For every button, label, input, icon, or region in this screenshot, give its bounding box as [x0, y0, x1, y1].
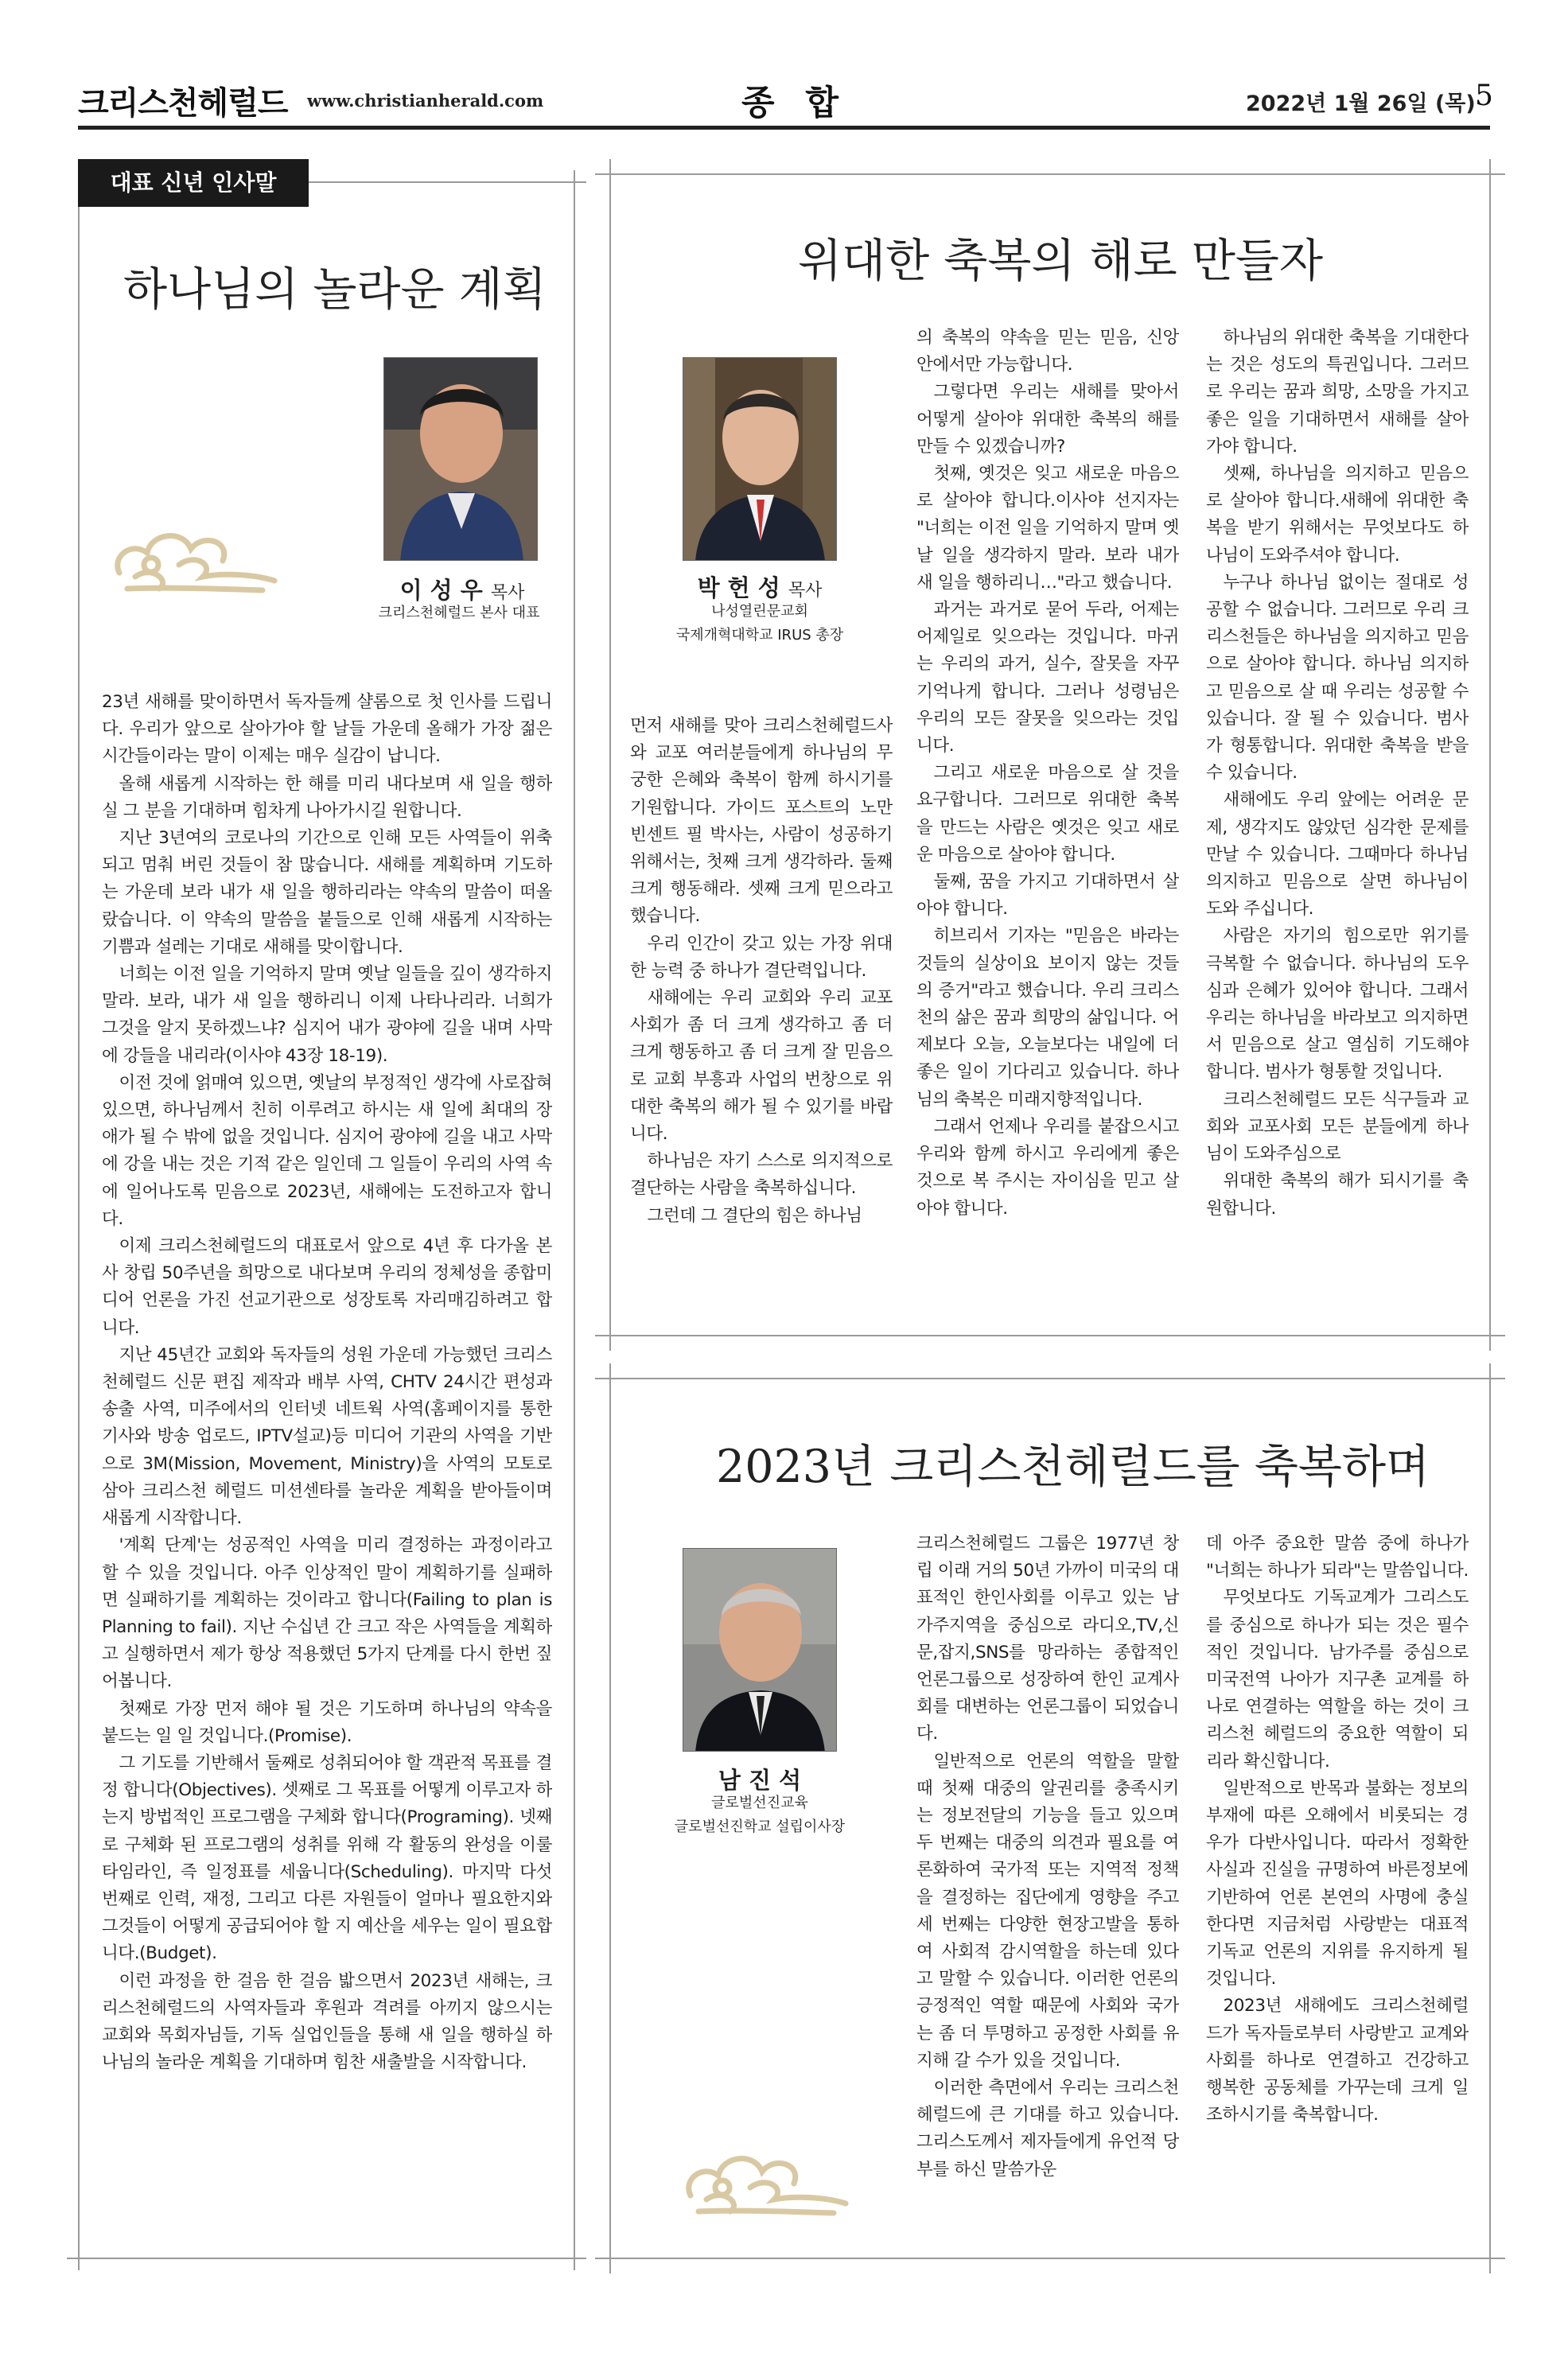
paragraph: 하나님의 위대한 축복을 기대한다는 것은 성도의 특권입니다. 그러므로 우리는 꿈과 희망, 소망을 가지고 좋은 일을 기대하면서 새해를 살아가야 합니다.	[1206, 328, 1469, 457]
paragraph: 의 축복의 약속을 믿는 믿음, 신앙 안에서만 가능합니다.	[916, 328, 1179, 375]
frame-corner	[609, 1363, 611, 1379]
frame-corner	[609, 159, 611, 175]
paragraph: 데 아주 중요한 말씀 중에 하나가 "너희는 하나가 되라"는 말씀입니다.	[1206, 1534, 1469, 1581]
paragraph: 무엇보다도 기독교계가 그리스도를 중심으로 하나가 되는 것은 필수적인 것입니다. 남가주를 중심으로 미국전역 나아가 지구촌 교계를 하나로 연결하는 역할을 하는 것이 크리스천 헤럴드의 중요한 역할이 되리라 확신합니다.	[1206, 1588, 1469, 1772]
author-role: 국제개혁대학교 IRUS 총장	[675, 627, 844, 644]
frame-corner	[595, 2258, 611, 2259]
paragraph: 위대한 축복의 해가 되시기를 축원합니다.	[1206, 1171, 1469, 1219]
frame-corner	[574, 2258, 575, 2270]
paragraph: 너희는 이전 일을 기억하지 말며 옛날 일들을 깊이 생각하지 말라. 보라, 내가 새 일을 행하리니 이제 나타나리라. 너희가 그것을 알지 못하겠느냐? 심지어 내가 광야에 길을 내며 사막에 강들을 내리라(이사야 43장 18-19).	[102, 964, 552, 1066]
section-title: 종 합	[741, 84, 849, 123]
frame-corner	[595, 173, 611, 175]
paragraph: 그렇다면 우리는 새해를 맞아서 어떻게 살아야 위대한 축복의 해를 만들 수 있겠습니까?	[916, 382, 1179, 457]
frame-corner	[1489, 1378, 1505, 1379]
article-column-3	[1206, 325, 1469, 1330]
author-title: 목사	[490, 583, 525, 603]
paragraph: 과거는 과거로 묻어 두라, 어제는 어제일로 잊으라는 것입니다. 마귀는 우리의 과거, 실수, 잘못을 자꾸 기억나게 합니다. 그러나 성령님은 우리의 모든 잘못을 잊으라는 것입니다.	[916, 600, 1179, 756]
frame-corner	[609, 2258, 611, 2273]
article-title: 2023년 크리스천헤럴드를 축복하며	[716, 1441, 1430, 1493]
author-name: 이 성 우	[399, 577, 483, 604]
frame-corner	[1489, 2258, 1505, 2259]
frame-corner	[595, 1378, 611, 1379]
paragraph: 23년 새해를 맞이하면서 독자들께 샬롬으로 첫 인사를 드립니다. 우리가 앞으로 살아가야 할 날들 가운데 올해가 가장 젊은 시간들이라는 말이 이제는 매우 실감이 납니다.	[102, 692, 552, 767]
cloud-ornament-icon	[103, 517, 282, 597]
frame-corner	[1489, 1363, 1491, 1379]
portrait-illustration	[683, 358, 837, 561]
author-photo	[683, 1548, 837, 1752]
page-number: 5	[1475, 80, 1493, 112]
website-url[interactable]: www.christianherald.com	[307, 91, 544, 111]
article-title: 위대한 축복의 해로 만들자	[798, 235, 1324, 287]
frame-corner	[609, 1335, 611, 1351]
author-role: 글로벌선진학교 설립이사장	[674, 1818, 846, 1835]
paragraph: 지난 45년간 교회와 독자들의 성원 가운데 가능했던 크리스천헤럴드 신문 편집 제작과 배부 사역, CHTV 24시간 편성과 송출 사역, 미주에서의 인터넷 네트웍 사역(홈페이지를 통한 기사와 방송 업로드, IPTV설교)등 미디어 기관의 사역을 기반으로 3M(Mission, Movement, Ministry)을 사역의 모토로 삼아 크리스천 헤럴드 미션센타를 놀라운 계획을 받아들이며 새롭게 시작합니다.	[102, 1344, 552, 1529]
paragraph: 누구나 하나님 없이는 절대로 성공할 수 없습니다. 그러므로 우리 크리스천들은 하나님을 의지하고 믿음으로 살아야 합니다. 하나님 의지하고 믿음으로 살 때 우리는 성공할 수 있습니다. 잘 될 수 있습니다. 범사가 형통합니다. 위대한 축복을 받을 수 있습니다.	[1206, 572, 1469, 784]
author-name-line	[387, 573, 538, 605]
paragraph: 그래서 언제나 우리를 붙잡으시고 우리와 함께 하시고 우리에게 좋은 것으로 복 주시는 자이심을 믿고 살아야 합니다.	[916, 1116, 1179, 1219]
author-name-line	[675, 570, 845, 603]
paragraph: 둘째, 꿈을 가지고 기대하면서 살아야 합니다.	[916, 872, 1179, 920]
article-column-2	[916, 325, 1179, 1330]
paragraph: 크리스천헤럴드 모든 식구들과 교회와 교포사회 모든 분들에게 하나님이 도와주심으로	[1206, 1089, 1469, 1165]
frame-corner	[78, 2258, 80, 2270]
paragraph: 그 기도를 기반해서 둘째로 성취되어야 할 객관적 목표를 결정 합니다(Objectives). 셋째로 그 목표를 어떻게 이루고자 하는지 방법적인 프로그램을 구체화 합니다(Programing). 넷째로 구체화 된 프로그램의 성취를 위해 각 활동의 완성을 이룰 타임라인, 즉 일정표를 세웁니다(Scheduling). 마지막 다섯 번째로 인력, 재정, 그리고 다른 자원들이 얼마나 필요한지와 그것들이 어떻게 공급되어야 할 지 예산을 세우는 일이 필요합니다.(Budget).	[102, 1752, 552, 1964]
author-name: 박 헌 성	[697, 574, 780, 601]
article-column-2	[916, 1530, 1179, 2250]
frame-corner	[574, 181, 586, 183]
paragraph: 사람은 자기의 힘으로만 위기를 극복할 수 없습니다. 하나님의 도우심과 은혜가 있어야 합니다. 그래서 우리는 하나님을 바라보고 의지하면서 믿음으로 살고 열심히 기도해야 합니다. 범사가 형통할 것입니다.	[1206, 926, 1469, 1083]
author-role: 크리스천헤럴드 본사 대표	[378, 605, 540, 621]
paragraph: 우리 인간이 갖고 있는 가장 위대한 능력 중 하나가 결단력입니다.	[630, 933, 893, 981]
paragraph: 지난 3년여의 코로나의 기간으로 인해 모든 사역들이 위축되고 멈춰 버린 것들이 참 많습니다. 새해를 계획하며 기도하는 가운데 보라 내가 새 일을 행하리라는 약속의 말씀이 떠올랐습니다. 이 약속의 말씀을 붙들으로 인해 새롭게 시작하는 기쁨과 설레는 기대로 새해를 맞이합니다.	[102, 828, 552, 957]
issue-date: 2022년 1월 26일 (목)	[1246, 91, 1476, 116]
frame-corner	[1489, 173, 1505, 175]
portrait-illustration	[384, 358, 538, 561]
paragraph: 일반적으로 언론의 역할을 말할 때 첫째 대중의 알권리를 충족시키는 정보전달의 기능을 들고 있으며 두 번째는 대중의 의견과 필요를 여론화하여 국가적 또는 지역적 정책을 결정하는 집단에게 영향을 주고 세 번째는 다양한 현장고발을 통하여 사회적 감시역할을 하는데 있다고 말할 수 있습니다. 이러한 언론의 긍정적인 역할 때문에 사회와 국가는 좀 더 투명하고 공정한 사회를 유지해 갈 수가 있을 것입니다.	[916, 1751, 1179, 2071]
article-body	[102, 689, 552, 2248]
cloud-ornament-icon	[675, 2140, 854, 2219]
paragraph: 이제 크리스천헤럴드의 대표로서 앞으로 4년 후 다가올 본사 창립 50주년을 희망으로 내다보며 우리의 정체성을 종합미디어 언론을 가진 선교기관으로 성장토록 자리매김하려고 합니다.	[102, 1236, 552, 1338]
author-church: 나성열린문교회	[711, 603, 808, 620]
paragraph: 셋째, 하나님을 의지하고 믿음으로 살아야 합니다.새해에 위대한 축복을 받기 위해서는 무엇보다도 하나님이 도와주셔야 합니다.	[1206, 464, 1469, 566]
paragraph: 그런데 그 결단의 힘은 하나님	[647, 1205, 862, 1226]
paragraph: 2023년 새해에도 크리스천헤럴드가 독자들로부터 사랑받고 교계와 사회를 하나로 연결하고 건강하고 행복한 공동체를 가꾸는데 크게 일조하시기를 축복합니다.	[1206, 1996, 1469, 2126]
paragraph: 이전 것에 얽매여 있으면, 옛날의 부정적인 생각에 사로잡혀 있으면, 하나님께서 친히 이루려고 하시는 새 일에 최대의 장애가 될 수 밖에 없을 것입니다. 심지어 광야에 길을 내고 사막에 강을 내는 것은 기적 같은 일인데 그 일들이 우리의 사역 속에 일어나도록 믿음으로 2023년, 새해에는 도전하고자 합니다.	[102, 1072, 552, 1229]
frame-corner	[1489, 1335, 1491, 1351]
frame-corner	[1489, 2258, 1491, 2273]
author-photo	[383, 357, 538, 561]
author-title: 목사	[788, 581, 823, 601]
paragraph: 이러한 측면에서 우리는 크리스천헤럴드에 큰 기대를 하고 있습니다. 그리스도께서 제자들에게 유언적 당부를 하신 말씀가운	[916, 2078, 1179, 2180]
paragraph: 히브리서 기자는 "믿음은 바라는 것들의 실상이요 보이지 않는 것들의 증거"라고 했습니다. 우리 크리스천의 삶은 꿈과 희망의 삶입니다. 어제보다 오늘, 오늘보다는 내일에 더 좋은 일이 기다리고 있습니다. 하나님의 축복은 미래지향적입니다.	[916, 926, 1179, 1110]
author-org: 글로벌선진교육	[711, 1795, 808, 1811]
article-column-3	[1206, 1530, 1469, 2250]
paragraph: 새해에도 우리 앞에는 어려운 문제, 생각지도 않았던 심각한 문제를 만날 수 있습니다. 그때마다 하나님 의지하고 믿음으로 살면 하나님이 도와 주십니다.	[1206, 790, 1469, 920]
frame-corner	[595, 1335, 611, 1336]
frame-corner	[574, 2258, 586, 2259]
column-badge: 대표 신년 인사말	[78, 159, 309, 207]
paragraph: 이런 과정을 한 걸음 한 걸음 밟으면서 2023년 새해는, 크리스천헤럴드의 사역자들과 후원과 격려를 아끼지 않으시는 교회와 목회자님들, 기독 실업인들을 통해 새 일을 행하실 하나님의 놀라운 계획을 기대하며 힘찬 새출발을 시작합니다.	[102, 1970, 552, 2073]
paragraph: 그리고 새로운 마음으로 살 것을 요구합니다. 그러므로 위대한 축복을 만드는 사람은 옛것은 잊고 새로운 마음으로 살아야 합니다.	[916, 763, 1179, 865]
author-name: 남 진 석	[718, 1767, 802, 1794]
paragraph: 일반적으로 반목과 불화는 정보의 부재에 따른 오해에서 비롯되는 경우가 다반사입니다. 따라서 정확한 사실과 진실을 규명하여 바른정보에 기반하여 언론 본연의 사명에 충실한다면 지금처럼 사랑받는 대표적 기독교 언론의 지위를 유지하게 될 것입니다.	[1206, 1778, 1469, 1989]
paragraph: 올해 새롭게 시작하는 한 해를 미리 내다보며 새 일을 행하실 그 분을 기대하며 힘차게 나아가시길 원합니다.	[102, 773, 552, 821]
portrait-illustration	[683, 1549, 837, 1752]
paragraph: '계획 단계'는 성공적인 사역을 미리 결정하는 과정이라고 할 수 있을 것입니다. 아주 인상적인 말이 계획하기를 실패하면 실패하기를 계획하는 것이라고 합니다(Failing to plan is Planning to fail). 지난 수십년 간 크고 작은 사역들을 계획하고 실행하면서 제가 항상 적용했던 5가지 단계를 다시 한번 짚어봅니다.	[102, 1535, 552, 1692]
author-photo	[683, 357, 837, 561]
header-rule	[78, 126, 1490, 130]
paragraph: 크리스천헤럴드 그룹은 1977년 창립 이래 거의 50년 가까이 미국의 대표적인 한인사회를 이루고 있는 남가주지역을 중심으로 라디오,TV,신문,잡지,SNS를 망라하는 종합적인 언론그룹으로 성장하여 한인 교계사회를 대변하는 언론그룹이 되었습니다.	[916, 1534, 1179, 1744]
paragraph: 첫째로 가장 먼저 해야 될 것은 기도하며 하나님의 약속을 붙드는 일 일 것입니다.(Promise).	[102, 1698, 552, 1746]
newspaper-logo: 크리스천헤럴드	[78, 85, 288, 122]
paragraph: 하나님은 자기 스스로 의지적으로 결단하는 사람을 축복하십니다.	[630, 1151, 893, 1199]
paragraph: 첫째, 옛것은 잊고 새로운 마음으로 살아야 합니다.이사야 선지자는 "너희는 이전 일을 기억하지 말며 옛날 일을 생각하지 말라. 보라 내가 새 일을 행하리니…"라고 했습니다.	[916, 464, 1179, 593]
paragraph: 새해에는 우리 교회와 우리 교포사회가 좀 더 크게 생각하고 좀 더 크게 행동하고 좀 더 크게 잘 믿음으로 교회 부흥과 사업의 번창으로 위대한 축복의 해가 될 수 있기를 바랍니다.	[630, 988, 893, 1145]
frame-corner	[1489, 1335, 1505, 1336]
article-title: 하나님의 놀라운 계획	[123, 263, 547, 316]
article-column-1	[630, 713, 893, 1330]
paragraph: 먼저 새해를 맞아 크리스천헤럴드사와 교포 여러분들에게 하나님의 무궁한 은혜와 축복이 함께 하시기를 기원합니다. 가이드 포스트의 노만 빈센트 필 박사는, 사람이 성공하기 위해서는, 첫째 크게 생각하라. 둘째 크게 행동해라. 셋째 크게 믿으라고 했습니다.	[630, 716, 893, 927]
frame-corner	[1489, 159, 1491, 175]
